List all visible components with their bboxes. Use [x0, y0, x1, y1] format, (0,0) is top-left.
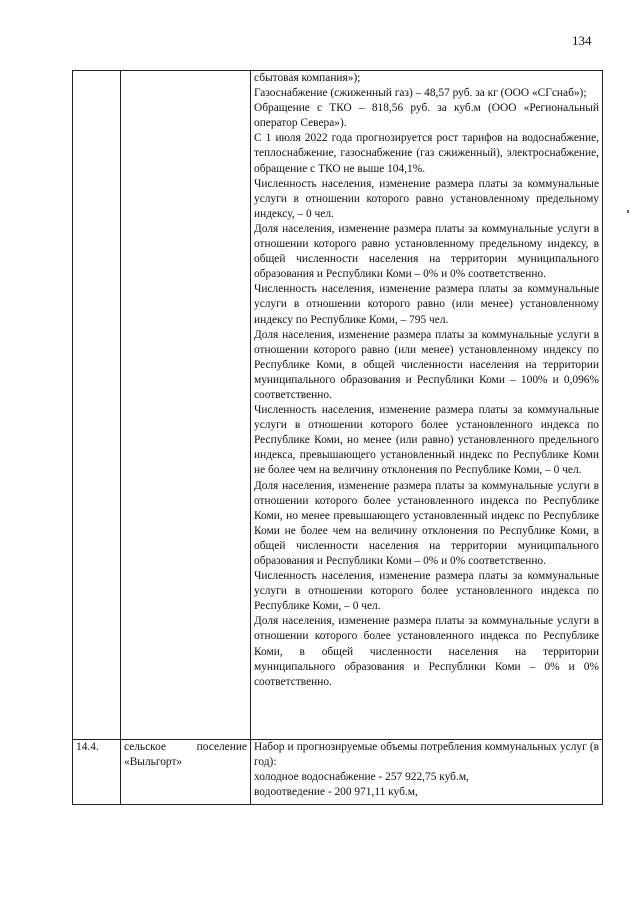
- paragraph: холодное водоснабжение - 257 922,75 куб.м,: [254, 771, 469, 784]
- paragraph: Доля населения, изменение размера платы за коммунальные услуги в отношении которого равно установленному предельному индексу, в общей численности населения на территории муниципального образования и Республики Коми – 0% и 0% соответственно.: [254, 222, 599, 281]
- municipality-cell: [121, 71, 251, 740]
- description-cell: [251, 71, 603, 740]
- municipality-name: сельское поселение «Выльгорт»: [124, 741, 247, 769]
- paragraph: Набор и прогнозируемые объемы потребления коммунальных услуг (в год):: [254, 741, 599, 769]
- paragraph: Численность населения, изменение размера платы за коммунальные услуги в отношении которого равно установленному предельному индексу, – 0 чел.: [254, 177, 599, 220]
- paragraph: Газоснабжение (сжиженный газ) – 48,57 руб. за кг (ООО «СГснаб»);: [254, 87, 587, 100]
- paragraph: сбытовая компания»);: [254, 72, 361, 84]
- paragraph: водоотведение - 200 971,11 куб.м,: [254, 786, 418, 799]
- scan-speck: [627, 210, 629, 213]
- paragraph: Доля населения, изменение размера платы за коммунальные услуги в отношении которого равно (или менее) установленному индексу по Республике Коми, в общей численности населения на территории муниципального образования и Республики Коми – 100% и 0,096% соответственно.: [254, 328, 599, 401]
- paragraph: Обращение с ТКО – 818,56 руб. за куб.м (ООО «Региональный оператор Севера»).: [254, 102, 599, 130]
- paragraph: Численность населения, изменение размера платы за коммунальные услуги в отношении которого более установленного индекса по Республике Коми, – 0 чел.: [254, 570, 599, 613]
- description-cell: [251, 740, 603, 805]
- paragraph: Доля населения, изменение размера платы за коммунальные услуги в отношении которого более установленного индекса по Республике Коми, в общей численности населения на территории муниципального образования и Республики Коми – 0% и 0% соответственно.: [254, 615, 599, 688]
- table-row: [73, 71, 603, 740]
- row-number-cell: 14.4.: [73, 740, 121, 805]
- municipality-cell: [121, 740, 251, 805]
- table-row: [73, 740, 603, 805]
- paragraph: Доля населения, изменение размера платы за коммунальные услуги в отношении которого более установленного индекса по Республике Коми, но менее превышающего установленный индекс по Республике Коми не более чем на величину отклонения по Республике Коми, в общей численности населения на территории муниципального образования и Республики Коми – 0% и 0% соответственно.: [254, 479, 599, 567]
- page-number: 134: [572, 33, 592, 48]
- paragraph: Численность населения, изменение размера платы за коммунальные услуги в отношении которого равно (или менее) установленному индексу по Республике Коми, – 795 чел.: [254, 283, 599, 326]
- document-table: [72, 70, 603, 805]
- paragraph: С 1 июля 2022 года прогнозируется рост тарифов на водоснабжение, теплоснабжение, газоснабжение (газ сжиженный), электроснабжение, обращение с ТКО не выше 104,1%.: [254, 132, 599, 175]
- paragraph: Численность населения, изменение размера платы за коммунальные услуги в отношении которого более установленного индекса по Республике Коми, но менее (или равно) установленного предельного индекса, превышающего установленный индекс по Республике Коми не более чем на величину отклонения по Республике Коми, – 0 чел.: [254, 404, 599, 477]
- row-number-cell: [73, 71, 121, 740]
